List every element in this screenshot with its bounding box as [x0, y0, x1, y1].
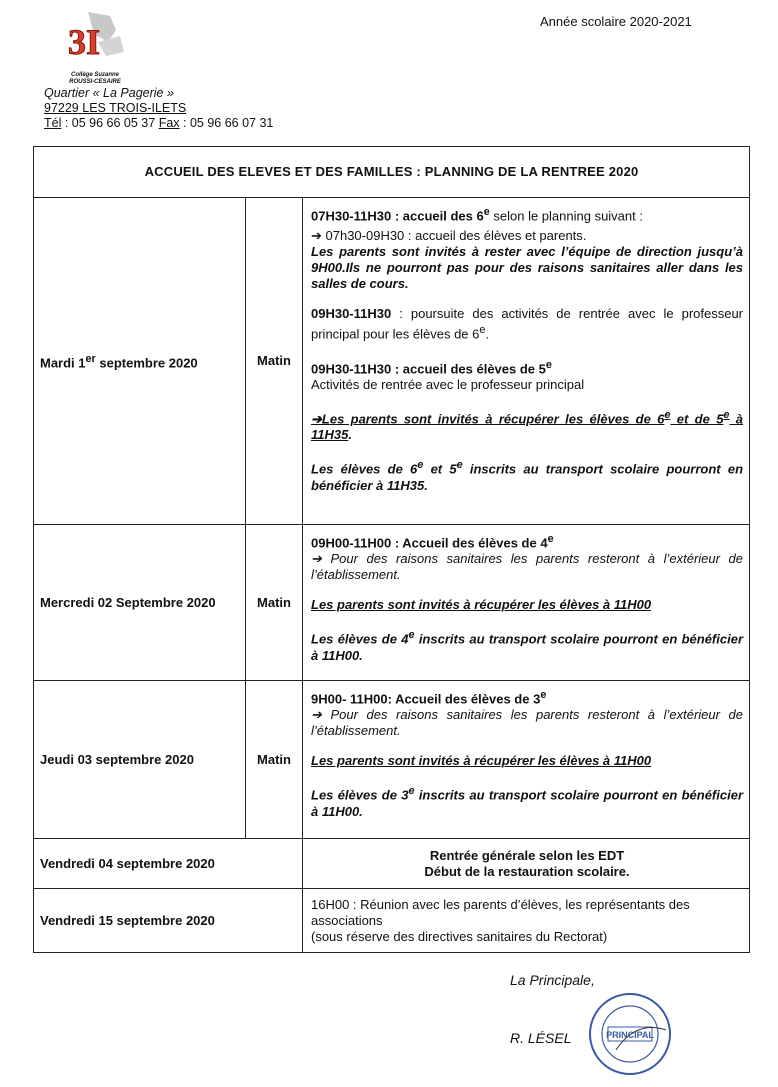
planning-table: [33, 146, 750, 953]
table-title: ACCUEIL DES ELEVES ET DES FAMILLES : PLANNING DE LA RENTREE 2020: [34, 147, 750, 198]
school-logo: [58, 12, 128, 72]
period-cell: Matin: [246, 198, 303, 525]
address-line: Quartier « La Pagerie »: [44, 86, 174, 100]
period-cell: Matin: [246, 681, 303, 839]
logo-text: 3I: [68, 22, 101, 62]
detail-cell: 9H00- 11H00: Accueil des élèves de 3e ➔ Pour des raisons sanitaires les parents resteront à l’extérieur de l’établissement. Les parents sont invités à récupérer les élèves à 11H00 Les élèves de 3e inscrits au transport scolaire pourront en bénéficier à 11H00.: [303, 681, 750, 839]
signature-title: La Principale,: [510, 972, 595, 988]
detail-cell: 07H30-11H30 : accueil des 6e selon le planning suivant : ➔ 07h30-09H30 : accueil des élèves et parents. Les parents sont invités à rester avec l’équipe de direction jusqu’à 9H00.Ils ne pourront pas pour des raisons sanitaires aller dans les salles de cours. 09H30-11H30 : poursuite des activités de rentrée avec le professeur principal pour les élèves de 6e. 09H30-11H30 : accueil des élèves de 5e Activités de rentrée avec le professeur principal ➔Les parents sont invités à récupérer les élèves de 6e et de 5e à 11H35. Les élèves de 6e et 5e inscrits au transport scolaire pourront en bénéficier à 11H35.: [303, 198, 750, 525]
phone-line: Tél : 05 96 66 05 37 Fax : 05 96 66 07 31: [44, 116, 274, 130]
detail-cell: 16H00 : Réunion avec les parents d’élèves, les représentants des associations (sous réserve des directives sanitaires du Rectorat): [303, 889, 750, 953]
detail-cell: 09H00-11H00 : Accueil des élèves de 4e ➔ Pour des raisons sanitaires les parents resteront à l’extérieur de l’établissement. Les parents sont invités à récupérer les élèves à 11H00 Les élèves de 4e inscrits au transport scolaire pourront en bénéficier à 11H00.: [303, 525, 750, 681]
city-line: 97229 LES TROIS-ILETS: [44, 101, 187, 115]
table-row: [34, 889, 750, 953]
date-cell: Vendredi 15 septembre 2020: [34, 889, 303, 953]
date-cell: Mardi 1er septembre 2020: [34, 198, 246, 525]
official-stamp: [586, 990, 674, 1078]
table-row: [34, 525, 750, 681]
table-title-row: [34, 147, 750, 198]
table-row: [34, 681, 750, 839]
date-cell: Vendredi 04 septembre 2020: [34, 839, 303, 889]
date-cell: Mercredi 02 Septembre 2020: [34, 525, 246, 681]
period-cell: Matin: [246, 525, 303, 681]
date-cell: Jeudi 03 septembre 2020: [34, 681, 246, 839]
address-block: [44, 86, 273, 131]
detail-cell: Rentrée générale selon les EDT Début de la restauration scolaire.: [303, 839, 750, 889]
svg-text:PRINCIPAL: PRINCIPAL: [606, 1030, 654, 1040]
signature-name: R. LÉSEL: [510, 1030, 572, 1046]
school-year: Année scolaire 2020-2021: [540, 14, 692, 29]
table-row: [34, 198, 750, 525]
table-row: [34, 839, 750, 889]
school-name: Collège Suzanne ROUSSI-CESAIRE: [69, 72, 121, 85]
